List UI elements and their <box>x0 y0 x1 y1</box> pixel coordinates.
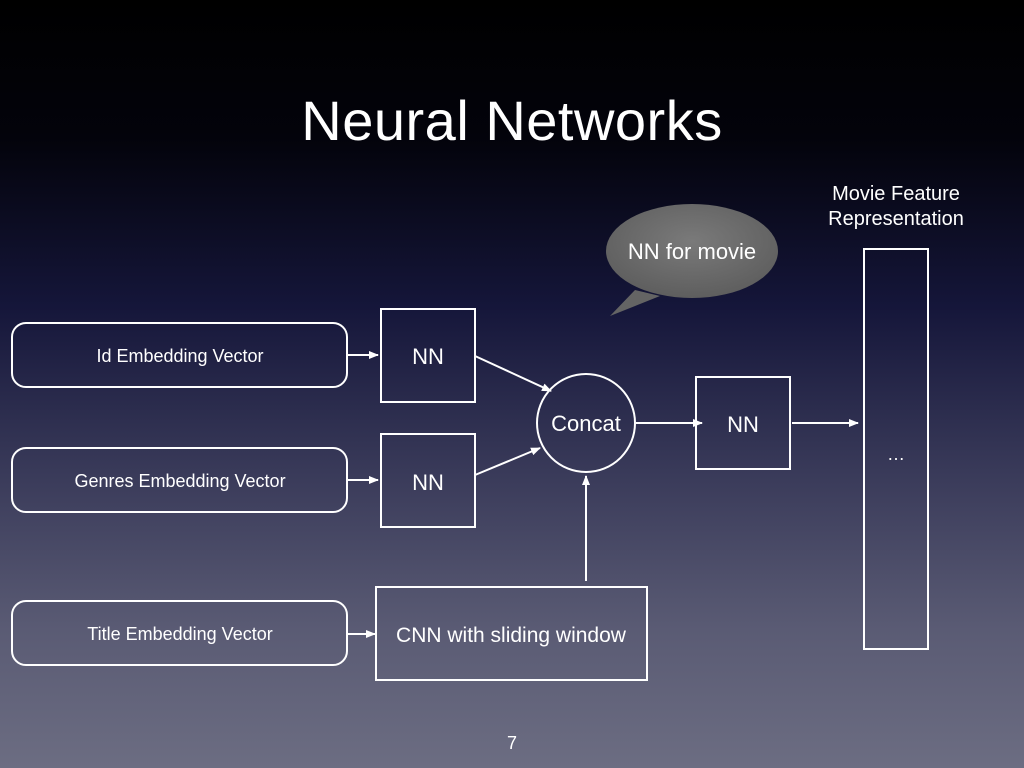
cnn-box <box>376 587 647 680</box>
callout-bubble <box>606 204 778 316</box>
callout-label: NN for movie <box>627 239 757 264</box>
nn-genres-box <box>381 434 475 527</box>
nn-id-box <box>381 309 475 402</box>
feature-representation-box <box>864 249 928 649</box>
genres-embedding-box <box>12 448 347 512</box>
nn-output-label: NN <box>727 412 759 437</box>
arrow-nn-id-to-concat <box>475 356 551 391</box>
feature-ellipsis: … <box>887 444 905 464</box>
nn-id-label: NN <box>412 344 444 369</box>
cnn-label: CNN with sliding window <box>396 624 626 647</box>
genres-embedding-label: Genres Embedding Vector <box>74 471 286 491</box>
title-embedding-label: Title Embedding Vector <box>87 624 273 644</box>
arrow-nn-genres-to-concat <box>475 448 540 475</box>
id-embedding-label: Id Embedding Vector <box>96 346 264 366</box>
concat-node <box>537 374 635 472</box>
concat-label: Concat <box>551 411 621 436</box>
feature-label-line1: Movie Feature <box>832 183 960 205</box>
slide-title: Neural Networks <box>301 89 723 152</box>
nn-output-box <box>696 377 790 469</box>
feature-label-line2: Representation <box>828 208 964 230</box>
page-number: 7 <box>506 733 517 753</box>
id-embedding-box <box>12 323 347 387</box>
title-embedding-box <box>12 601 347 665</box>
nn-genres-label: NN <box>412 470 444 495</box>
